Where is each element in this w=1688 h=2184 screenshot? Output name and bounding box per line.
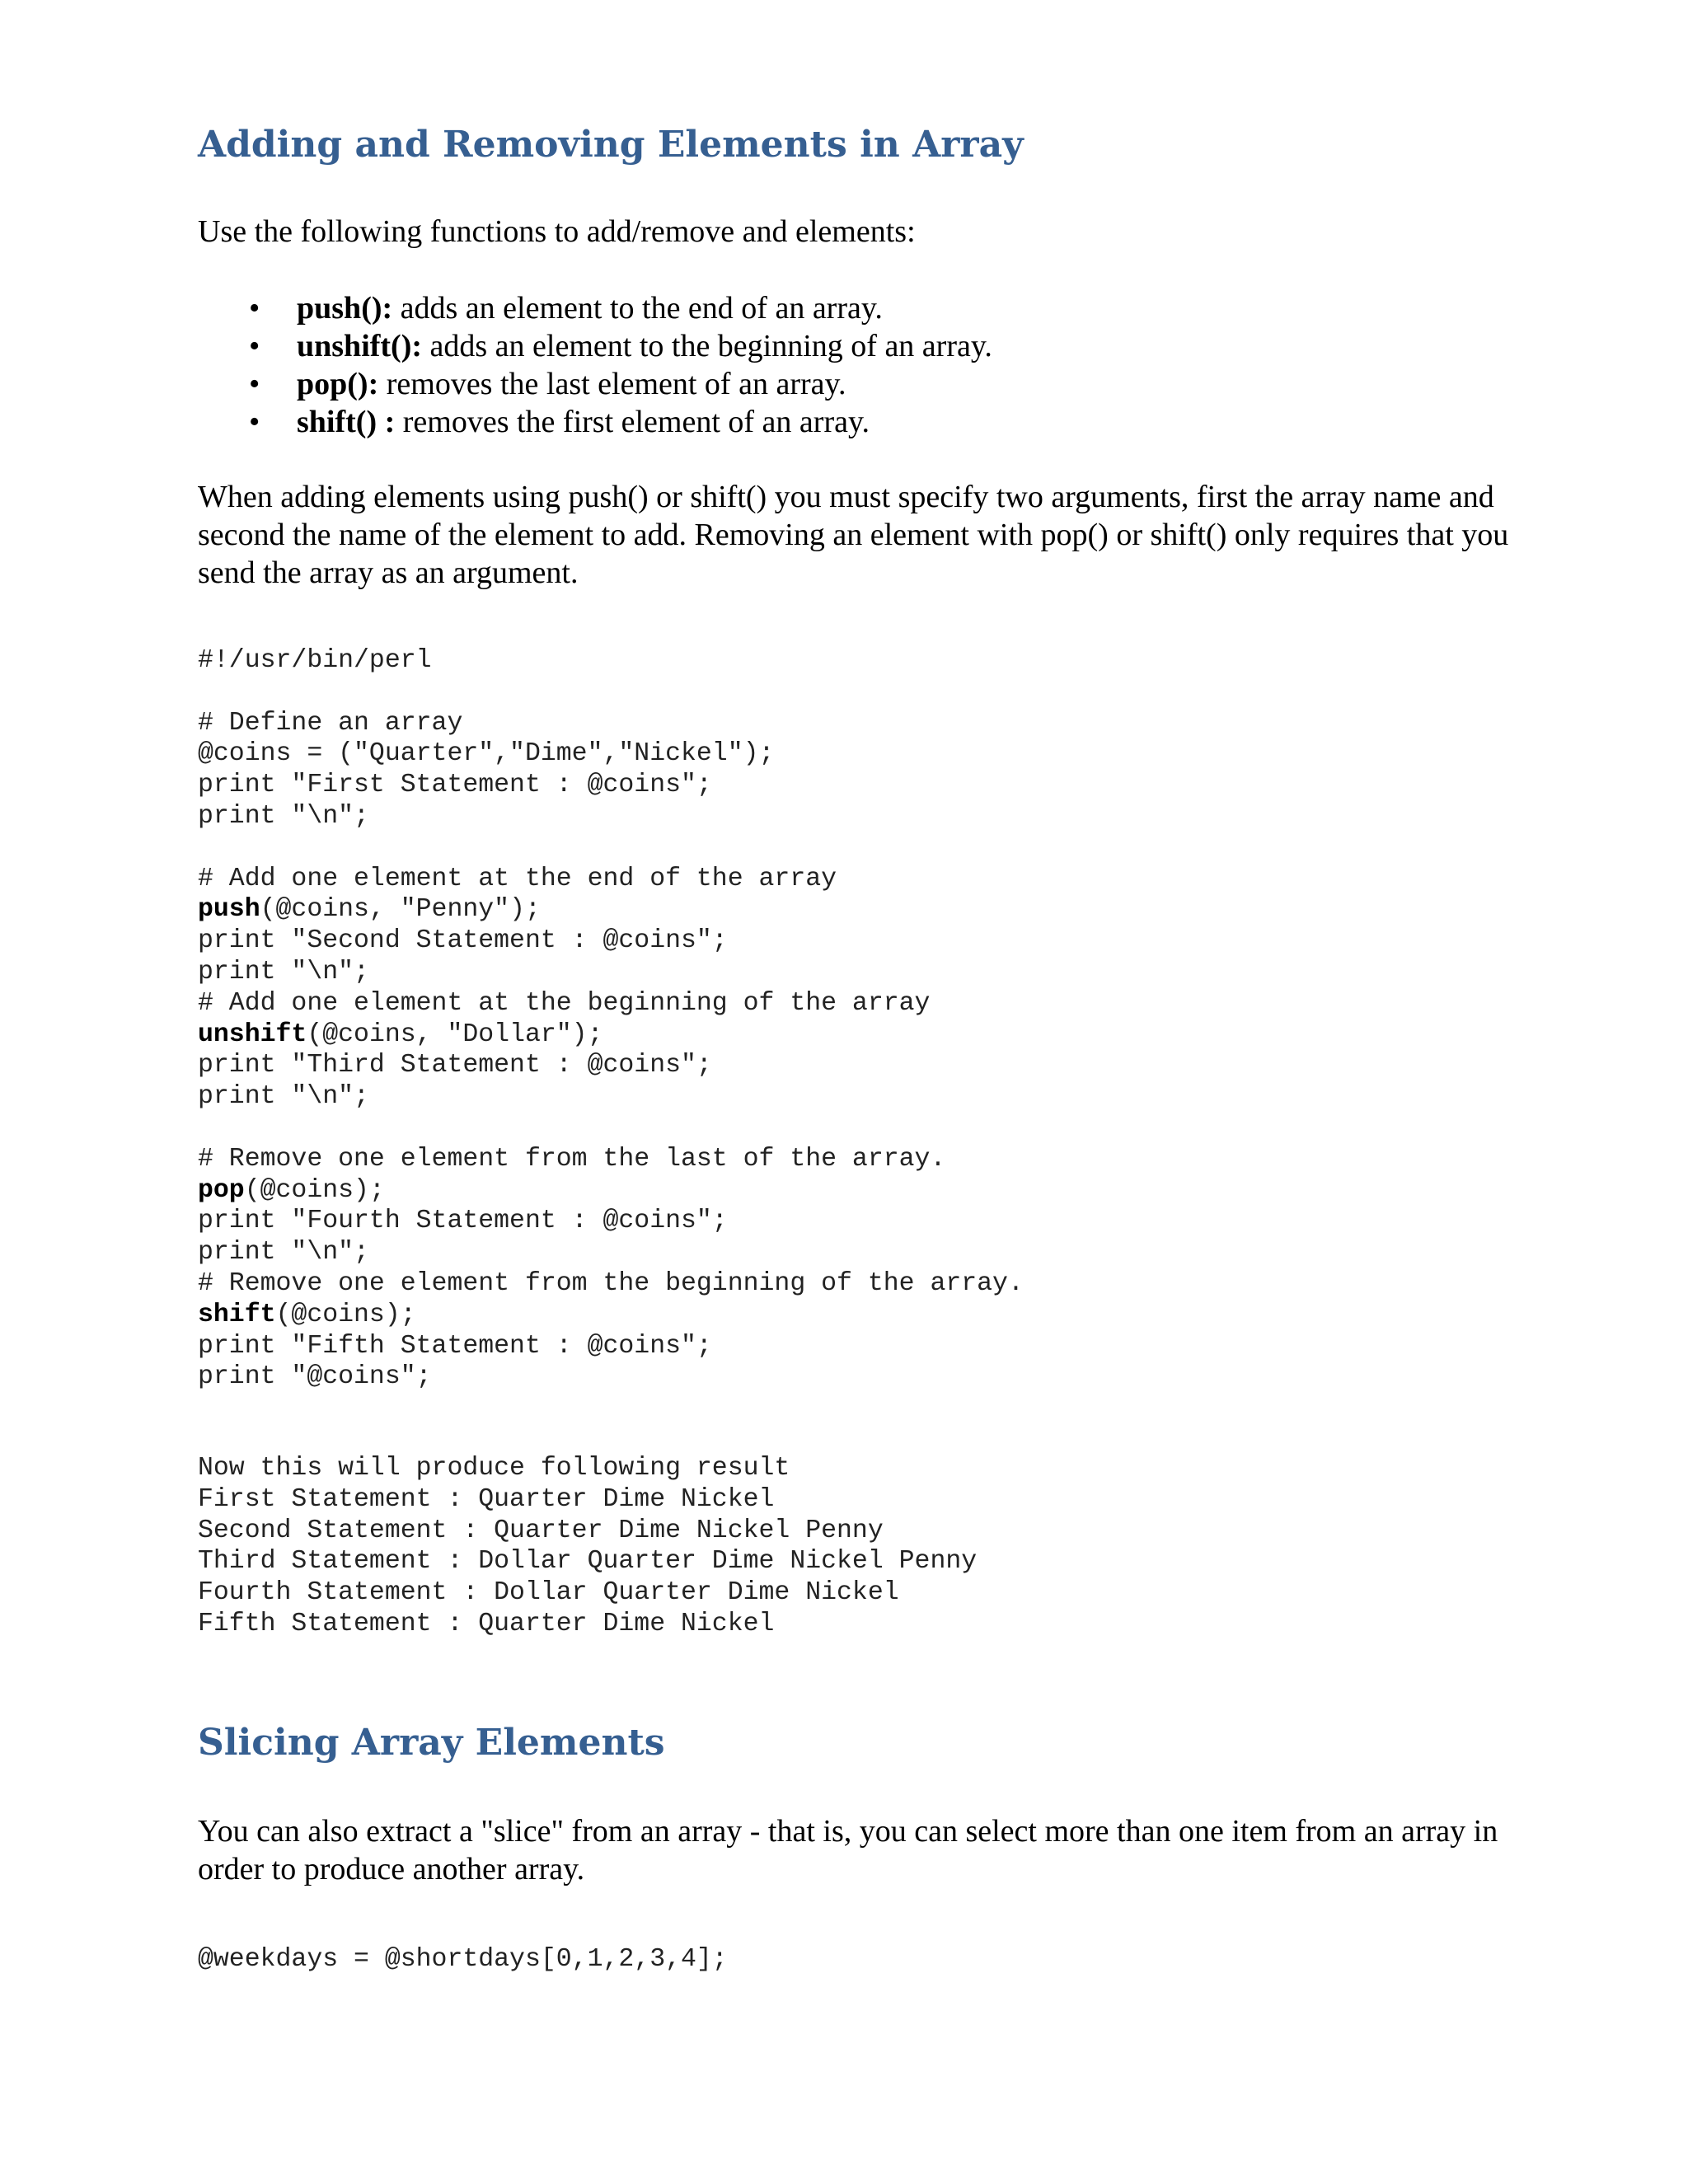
- code-text: print "\n";: [198, 1082, 369, 1112]
- code-text: print "Third Statement : @coins";: [198, 1051, 712, 1080]
- code-text: print "@coins";: [198, 1362, 432, 1392]
- code-line: [198, 832, 1024, 864]
- bullet-icon: •: [249, 405, 260, 439]
- section-heading-slicing: Slicing Array Elements: [198, 1722, 665, 1764]
- code-line: [198, 1144, 1024, 1175]
- code-keyword: shift: [198, 1300, 276, 1329]
- slicing-paragraph: You can also extract a "slice" from an array - that is, you can select more than one item from an array in order to produce another array.: [198, 1814, 1498, 1886]
- code-line: [198, 926, 1024, 957]
- code-text: @coins = ("Quarter","Dime","Nickel");: [198, 739, 775, 769]
- program-output-block: [198, 1453, 977, 1640]
- code-keyword: unshift: [198, 1019, 307, 1049]
- code-line: [198, 677, 1024, 708]
- function-term: shift() :: [297, 405, 396, 439]
- code-text: (@coins);: [275, 1300, 416, 1329]
- code-line: [198, 1361, 1024, 1393]
- code-line: [198, 1175, 1024, 1207]
- output-line: First Statement : Quarter Dime Nickel: [198, 1484, 775, 1514]
- output-line: Second Statement : Quarter Dime Nickel Penny: [198, 1516, 884, 1545]
- list-item: [198, 365, 992, 403]
- function-description: removes the last element of an array.: [378, 367, 846, 401]
- code-text: # Add one element at the beginning of the array: [198, 988, 931, 1018]
- code-text: #!/usr/bin/perl: [198, 646, 432, 675]
- code-keyword: pop: [198, 1175, 245, 1205]
- code-line: [198, 894, 1024, 926]
- code-text: print "\n";: [198, 957, 369, 987]
- code-line: [198, 708, 1024, 739]
- code-line: [198, 988, 1024, 1019]
- code-line: [198, 770, 1024, 801]
- code-text: print "Fourth Statement : @coins";: [198, 1207, 728, 1236]
- function-term: push():: [297, 291, 393, 326]
- output-line: Now this will produce following result: [198, 1454, 790, 1483]
- code-line: [198, 957, 1024, 988]
- code-text: (@coins);: [244, 1175, 385, 1205]
- list-item: [198, 289, 992, 327]
- code-text: # Define an array: [198, 708, 463, 738]
- function-term: pop():: [297, 367, 379, 401]
- output-line: Fifth Statement : Quarter Dime Nickel: [198, 1609, 775, 1638]
- code-line: [198, 801, 1024, 832]
- code-text: # Add one element at the end of the array: [198, 864, 837, 893]
- code-line: [198, 645, 1024, 677]
- code-line: [198, 864, 1024, 895]
- output-line: Third Statement : Dollar Quarter Dime Nickel Penny: [198, 1547, 978, 1577]
- code-text: # Remove one element from the beginning of the array.: [198, 1268, 1024, 1298]
- slice-code-block: [198, 1944, 728, 1975]
- explanation-paragraph: When adding elements using push() or shift() you must specify two arguments, first the array name and second the name of the element to add. Removing an element with pop() or shift() only requires that you send the array as an argument.: [198, 480, 1509, 590]
- output-line: Fourth Statement : Dollar Quarter Dime Nickel: [198, 1578, 899, 1608]
- code-keyword: push: [198, 895, 260, 925]
- code-line: [198, 1206, 1024, 1237]
- bullet-icon: •: [249, 291, 260, 326]
- section-heading-adding-removing: Adding and Removing Elements in Array: [198, 124, 1024, 166]
- function-description: adds an element to the beginning of an array.: [422, 329, 992, 363]
- code-text: print "Second Statement : @coins";: [198, 926, 728, 956]
- bullet-icon: •: [249, 367, 260, 401]
- code-text: @weekdays = @shortdays[0,1,2,3,4];: [198, 1945, 728, 1974]
- code-line: [198, 1050, 1024, 1081]
- bullet-icon: •: [249, 329, 260, 363]
- code-text: print "\n";: [198, 801, 369, 831]
- code-line: [198, 1300, 1024, 1331]
- code-text: # Remove one element from the last of the array.: [198, 1144, 946, 1174]
- code-text: print "\n";: [198, 1238, 369, 1268]
- code-line: [198, 1113, 1024, 1144]
- code-text: print "Fifth Statement : @coins";: [198, 1331, 712, 1361]
- code-line: [198, 1019, 1024, 1051]
- code-text: (@coins, "Dollar");: [307, 1019, 603, 1049]
- function-term: unshift():: [297, 329, 423, 363]
- list-item: [198, 403, 992, 441]
- code-line: [198, 1081, 1024, 1113]
- perl-code-block: [198, 645, 1024, 1393]
- code-text: print "First Statement : @coins";: [198, 771, 712, 800]
- code-text: (@coins, "Penny");: [260, 895, 541, 925]
- list-item: [198, 327, 992, 365]
- code-line: [198, 1237, 1024, 1268]
- code-line: [198, 738, 1024, 770]
- function-bullet-list: [198, 289, 992, 441]
- code-line: [198, 1268, 1024, 1300]
- function-description: removes the first element of an array.: [395, 405, 870, 439]
- code-line: [198, 1944, 728, 1975]
- function-description: adds an element to the end of an array.: [392, 291, 883, 326]
- intro-paragraph: Use the following functions to add/remove and elements:: [198, 214, 916, 249]
- code-line: [198, 1331, 1024, 1362]
